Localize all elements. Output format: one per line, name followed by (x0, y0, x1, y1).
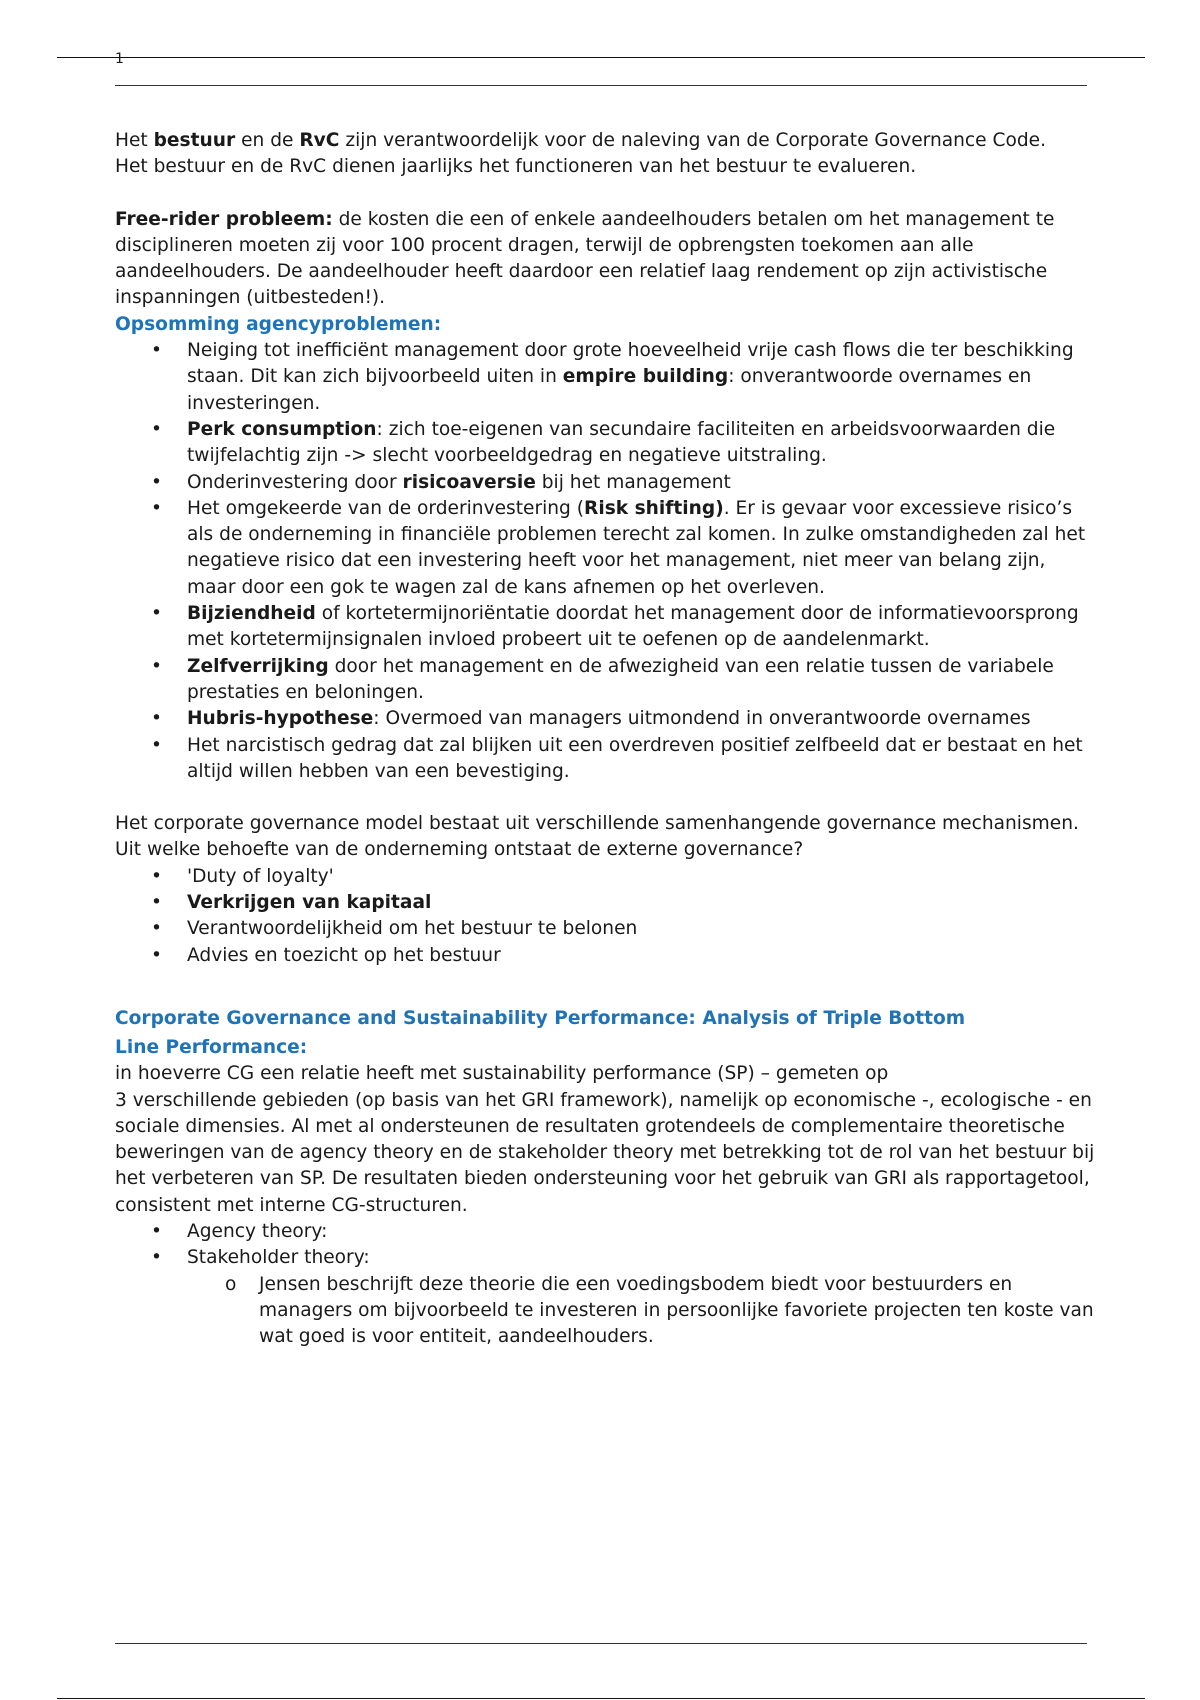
text: 'Duty of loyalty' (187, 865, 334, 887)
text: Het omgekeerde van de orderinvestering ( (187, 497, 585, 519)
sustainability-heading-line1: Corporate Governance and Sustainability Performance: Analysis of Triple Bottom (115, 1007, 966, 1029)
bold-text: risicoaversie (402, 471, 536, 493)
list-item (115, 943, 1095, 969)
theory-sub-list (115, 1272, 1095, 1351)
list-item (115, 706, 1095, 732)
bold-text: Risk shifting) (584, 497, 724, 519)
text: Het narcistisch gedrag dat zal blijken uit een overdreven positief zelfbeeld dat er bestaat en het altijd willen hebben van een bevestiging. (187, 734, 1083, 782)
text: en de (235, 130, 300, 151)
text: : zich toe-eigenen van secundaire faciliteiten en arbeidsvoorwaarden die twijfelachtig zijn -> slecht voorbeeldgedrag en negatieve uitstraling. (187, 418, 1056, 467)
text: Neiging tot inefficiënt management door grote hoeveelheid vrije cash flows die ter beschikking staan. Dit kan zich bijvoorbeeld uiten in (187, 340, 1074, 388)
text: zijn verantwoordelijk voor de naleving van de Corporate Governance Code. (339, 130, 1047, 151)
model-paragraph-1: Het corporate governance model bestaat uit verschillende samenhangende governance mechanismen. (115, 813, 1079, 835)
list-item (115, 890, 1095, 916)
sustainability-heading-line2: Line Performance: (115, 1036, 308, 1058)
free-rider-term: Free-rider probleem: (115, 208, 333, 230)
list-item (115, 733, 1095, 786)
text: door het management en de afwezigheid van een relatie tussen de variabele prestaties en beloningen. (187, 655, 1054, 703)
intro-paragraph-1 (115, 128, 1095, 154)
sub-list-item: o Jensen beschrijft deze theorie die een voedingsbodem biedt voor bestuurders en managers om bijvoorbeeld te investeren in persoonlijke favoriete projecten ten koste van wat goed is voor entiteit, aandeelhouders. (115, 1272, 1095, 1351)
spacer (115, 785, 1095, 811)
text: : Overmoed van managers uitmondend in onverantwoorde overnames (373, 708, 1031, 730)
free-rider-line1: de kosten die een of enkele aandeelhouders betalen om het management te (332, 208, 1055, 230)
list-item (115, 496, 1095, 601)
list-item (115, 601, 1095, 654)
bold-text: empire building (562, 366, 729, 388)
bold-text: Verkrijgen van kapitaal (187, 892, 432, 914)
spacer (115, 969, 1095, 1003)
bold-text: Perk consumption (187, 418, 377, 440)
footer-rule-outer (57, 1698, 1145, 1699)
list-item (115, 338, 1095, 417)
text: bij het management (535, 471, 731, 493)
spacer (115, 181, 1095, 207)
text: Verantwoordelijkheid om het bestuur te belonen (187, 918, 638, 940)
governance-needs-list (115, 864, 1095, 969)
text: Het (115, 130, 154, 151)
list-item (115, 654, 1095, 707)
agency-heading: Opsomming agencyproblemen: (115, 313, 442, 335)
footer-rule (115, 1643, 1087, 1644)
agency-problems-list (115, 338, 1095, 785)
intro-paragraph-2: Het bestuur en de RvC dienen jaarlijks het functioneren van het bestuur te evalueren. (115, 156, 917, 178)
text: Onderinvestering door (187, 471, 403, 493)
document-body (115, 128, 1095, 1350)
text: . Er is gevaar voor excessieve risico’s als de onderneming in financiële problemen terecht zal komen. In zulke omstandigheden zal het negatieve risico dat een investering heeft voor het management, niet meer van belang zijn, maar door een gok te wagen zal de kans afnemen op het overleven. (187, 497, 1086, 598)
bold-text: bestuur (153, 130, 236, 151)
list-item (115, 916, 1095, 942)
list-item (115, 864, 1095, 890)
bold-text: RvC (299, 130, 340, 151)
sustainability-paragraph: 3 verschillende gebieden (op basis van het GRI framework), namelijk op economische -, ecologische - en sociale dimensies. Al met al ondersteunen de resultaten grotendeels de complementaire theoretische beweringen van de agency theory en de stakeholder theory met betrekking tot de rol van het bestuur bij het verbeteren van SP. De resultaten bieden ondersteuning voor het gebruik van GRI als rapportagetool, consistent met interne CG-structuren. (115, 1089, 1095, 1216)
text: : onverantwoorde overnames en investeringen. (187, 366, 1032, 414)
free-rider-continued: disciplineren moeten zij voor 100 procent dragen, terwijl de opbrengsten toekomen aan alle aandeelhouders. De aandeelhouder heeft daardoor een relatief laag rendement op zijn activistische inspanningen (uitbesteden!). (115, 234, 1048, 309)
list-item: • Stakeholder theory: (115, 1245, 1095, 1271)
header-rule-outer (57, 57, 1145, 58)
model-paragraph-2: Uit welke behoefte van de onderneming ontstaat de externe governance? (115, 839, 804, 861)
bold-text: Zelfverrijking (187, 655, 329, 677)
list-item: • Agency theory: (115, 1219, 1095, 1245)
bold-text: Bijziendheid (187, 603, 316, 625)
text: Advies en toezicht op het bestuur (187, 944, 501, 966)
list-item (115, 470, 1095, 496)
header-rule (115, 85, 1087, 86)
text: of kortetermijnoriëntatie doordat het management door de informatievoorsprong met kortetermijnsignalen invloed probeert uit te oefenen op de aandelenmarkt. (187, 603, 1079, 651)
page-number: 1 (115, 51, 124, 67)
sustainability-paragraph-line1: in hoeverre CG een relatie heeft met sustainability performance (SP) – gemeten op (115, 1063, 889, 1085)
theory-list (115, 1219, 1095, 1272)
list-item (115, 417, 1095, 470)
free-rider-paragraph (115, 207, 1095, 233)
bold-text: Hubris-hypothese (187, 708, 374, 730)
